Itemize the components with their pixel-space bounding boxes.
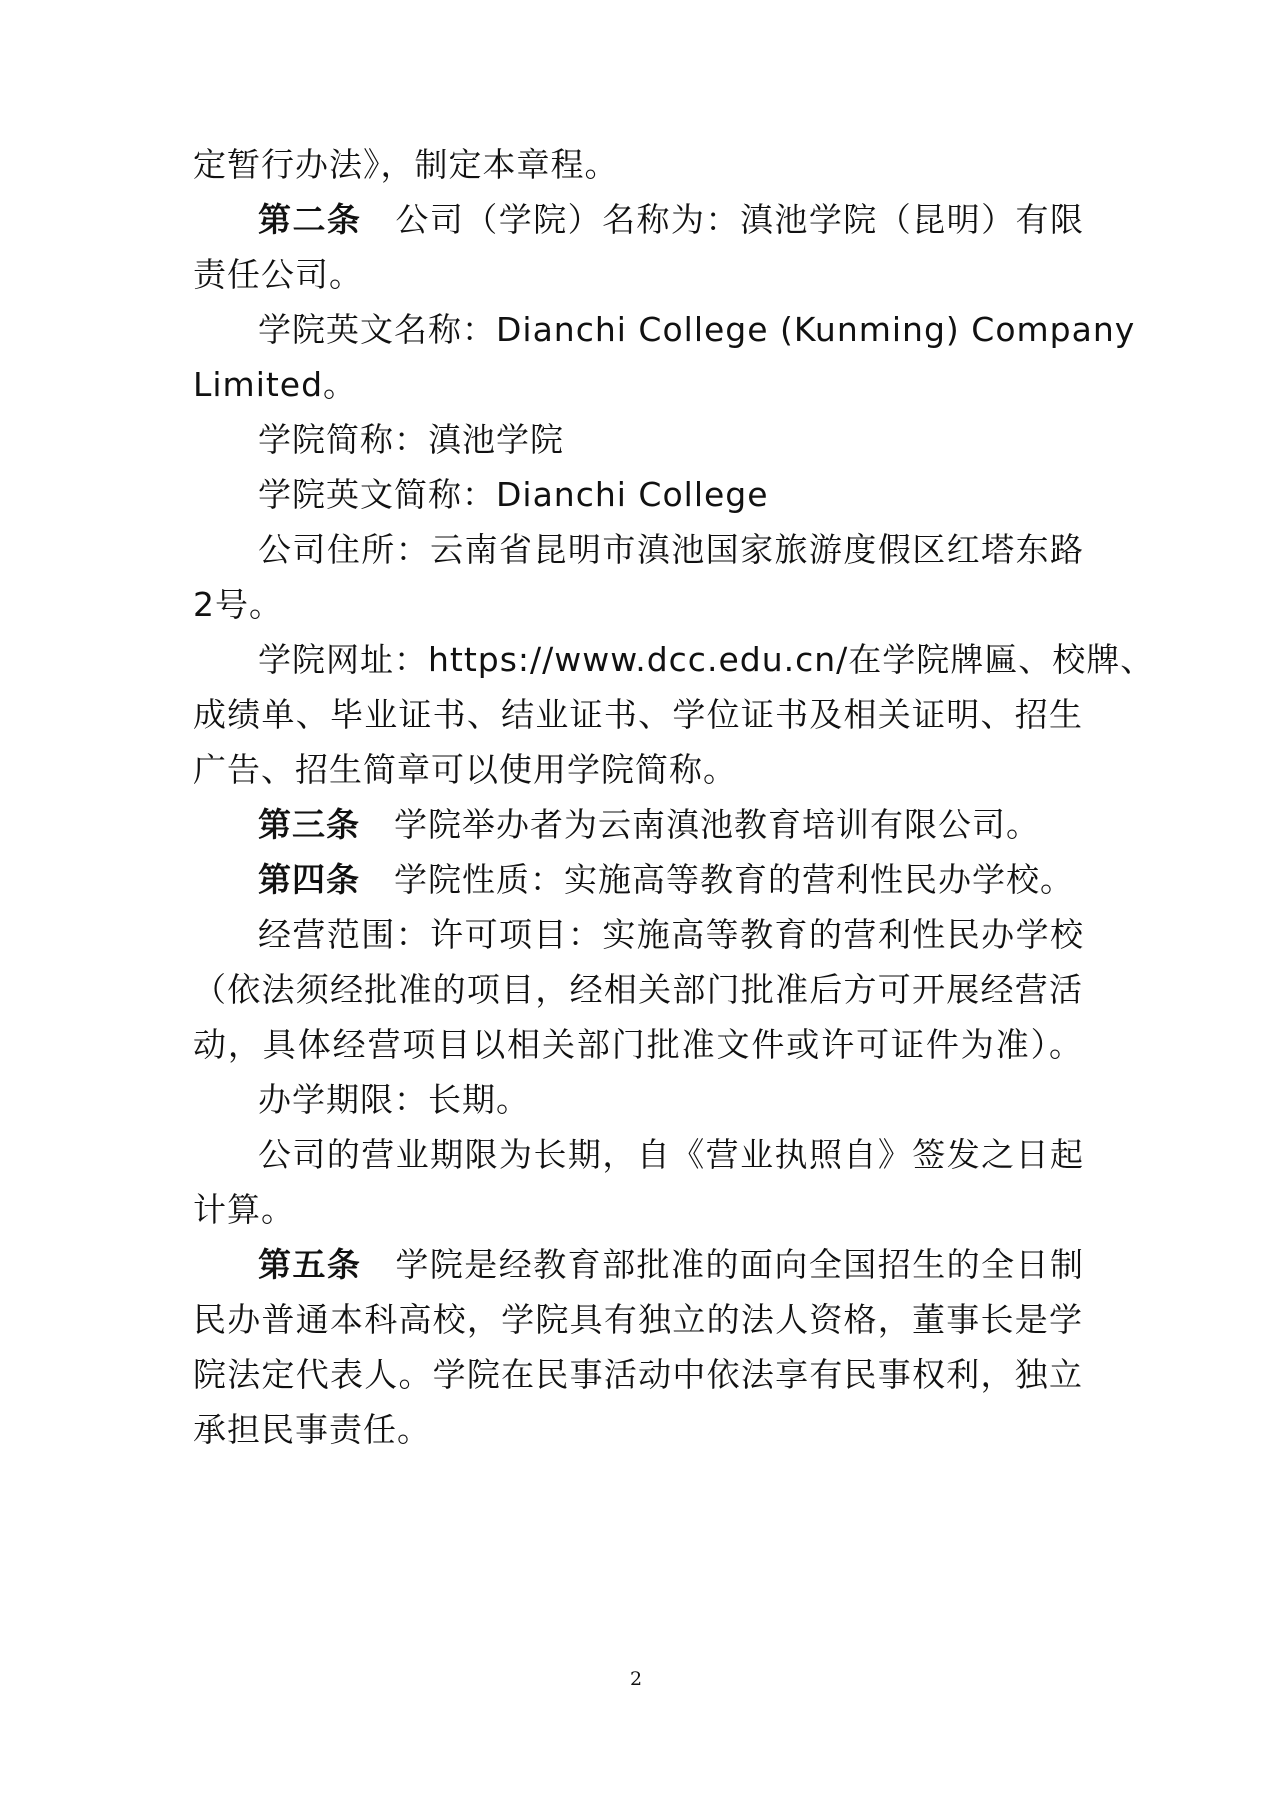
article-3-heading: 第三条 xyxy=(258,805,360,844)
article-2-line xyxy=(258,198,1084,242)
article-2-text: 公司（学院）名称为：滇池学院（昆明）有限 xyxy=(395,200,1085,239)
article-4-line xyxy=(258,858,1084,902)
paragraph-line: 成绩单、毕业证书、结业证书、学位证书及相关证明、招生 xyxy=(193,695,1083,734)
article-4-heading: 第四条 xyxy=(258,860,360,899)
paragraph-line: 院法定代表人。学院在民事活动中依法享有民事权利，独立 xyxy=(193,1355,1083,1394)
english-name-line: 学院英文名称：Dianchi College (Kunming) Company xyxy=(258,310,1136,349)
paragraph-line: 民办普通本科高校，学院具有独立的法人资格，董事长是学 xyxy=(193,1300,1083,1339)
business-scope-line: 经营范围：许可项目：实施高等教育的营利性民办学校 xyxy=(258,915,1084,954)
page-number: 2 xyxy=(629,1668,643,1690)
school-term-line: 办学期限：长期。 xyxy=(258,1080,530,1119)
article-5-text: 学院是经教育部批准的面向全国招生的全日制 xyxy=(395,1245,1085,1284)
paragraph-line: 广告、招生简章可以使用学院简称。 xyxy=(193,750,737,789)
article-5-line xyxy=(258,1243,1084,1287)
article-2-heading: 第二条 xyxy=(258,200,362,239)
paragraph-line: （依法须经批准的项目，经相关部门批准后方可开展经营活 xyxy=(193,970,1083,1009)
article-4-text: 学院性质：实施高等教育的营利性民办学校。 xyxy=(394,860,1074,899)
paragraph-line: 计算。 xyxy=(193,1190,295,1229)
paragraph-line: 动，具体经营项目以相关部门批准文件或许可证件为准）。 xyxy=(193,1025,1083,1064)
business-term-line: 公司的营业期限为长期，自《营业执照自》签发之日起 xyxy=(258,1135,1084,1174)
address-line: 公司住所：云南省昆明市滇池国家旅游度假区红塔东路 xyxy=(258,530,1084,569)
article-5-heading: 第五条 xyxy=(258,1245,362,1284)
article-3-line xyxy=(258,803,1084,847)
paragraph-line: Limited。 xyxy=(193,365,358,404)
paragraph-line: 承担民事责任。 xyxy=(193,1410,431,1449)
short-name-line: 学院简称：滇池学院 xyxy=(258,420,564,459)
article-3-text: 学院举办者为云南滇池教育培训有限公司。 xyxy=(394,805,1040,844)
website-line: 学院网址：https://www.dcc.edu.cn/在学院牌匾、校牌、 xyxy=(258,640,1155,679)
paragraph-line: 定暂行办法》，制定本章程。 xyxy=(193,145,619,184)
paragraph-line: 责任公司。 xyxy=(193,255,363,294)
paragraph-line: 2号。 xyxy=(193,585,283,624)
english-short-name-line: 学院英文简称：Dianchi College xyxy=(258,475,769,514)
